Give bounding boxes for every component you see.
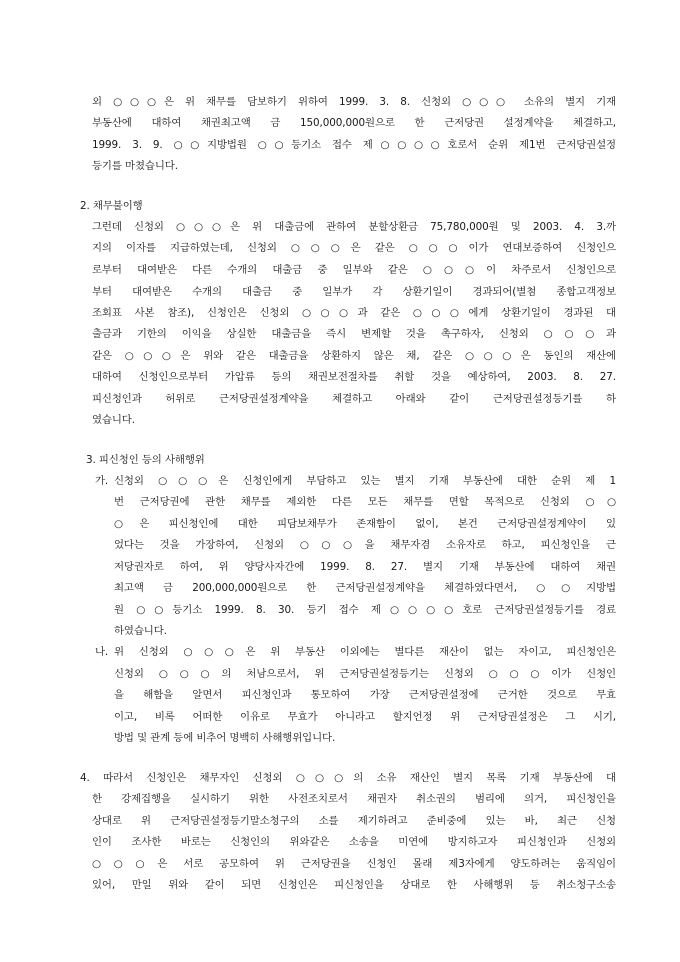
item-ga-line: 었다는 것을 가장하여, 신청외 ○○○을 채무자겸 소유자로 하고, 피신청인을 근 bbox=[114, 539, 616, 551]
section-2-line: 였습니다. bbox=[92, 414, 135, 426]
section-4-line: ○○○은 서로 공모하여 위 근저당권을 신청인 몰래 제3자에게 양도하려는 움직임이 bbox=[92, 858, 616, 870]
section-4-line: 인이 조사한 바로는 신청인의 위와같은 소송을 미연에 방지하고자 피신청인과 신청외 bbox=[92, 836, 616, 848]
item-na-line: 위 신청외 ○○○은 위 부동산 이외에는 별다른 재산이 없는 자이고, 피신청인은 bbox=[114, 646, 616, 658]
intro-line: 외 ○○○은 위 채무를 담보하기 위하여 1999. 3. 8. 신청외 ○○○ 소유의 별지 기재 bbox=[92, 96, 616, 108]
section-3-heading: 3. 피신청인 등의 사해행위 bbox=[86, 454, 205, 466]
item-ga-line: 하였습니다. bbox=[114, 625, 167, 637]
section-4-line: 있어, 만일 위와 같이 되면 신청인은 피신청인을 상대로 한 사해행위 등 취소청구소송 bbox=[92, 879, 616, 891]
item-ga-line: ○은 피신청인에 대한 피담보채무가 존재함이 없이, 본건 근저당권설정계약이 있 bbox=[114, 518, 616, 530]
intro-line: 1999. 3. 9. ○○지방법원 ○○등기소 접수 제○○○○호로서 순위 제1번 근저당권설정 bbox=[92, 139, 616, 151]
item-na-line: 을 해함을 알면서 피신청인과 통모하여 가장 근저당권설정에 근거한 것으로 무효 bbox=[114, 689, 616, 701]
item-marker: 가. bbox=[95, 475, 109, 487]
item-ga-line: 신청외 ○○○은 신청인에게 부담하고 있는 별지 기재 부동산에 대한 순위 제 1 bbox=[114, 475, 616, 487]
section-4-line: 한 강제집행을 실시하기 위한 사전조치로서 채권자 취소권의 범리에 의거, 피신청인을 bbox=[92, 793, 616, 805]
item-na-line: 이고, 비록 어떠한 이유로 무효가 아니라고 할지언정 위 근저당권설정은 그 시기, bbox=[114, 711, 616, 723]
item-ga-line: 최고액 금 200,000,000원으로 한 근저당권설정계약을 체결하였다면서, ○○지방법 bbox=[114, 582, 616, 594]
item-ga-line: 저당권자로 하여, 위 양당사자간에 1999. 8. 27. 별지 기재 부동산에 대하여 채권 bbox=[114, 561, 616, 573]
section-4-line: 상대로 위 근저당권설정등기말소청구의 소를 제기하려고 준비중에 있는 바, 최근 신청 bbox=[92, 815, 616, 827]
section-2-line: 로부터 대여받은 다른 수개의 대출금 중 일부와 같은 ○○○이 차주로서 신청인으로 bbox=[92, 264, 616, 276]
section-2-heading: 2. 채무불이행 bbox=[80, 200, 143, 212]
item-ga-line: 번 근저당권에 관한 채무를 제외한 다른 모든 채무를 면할 목적으로 신청외 ○○ bbox=[114, 496, 616, 508]
intro-line: 부동산에 대하여 채권최고액 금 150,000,000원으로 한 근저당권 설정계약을 체결하고, bbox=[92, 117, 616, 129]
item-na-line: 방법 및 관계 등에 비추어 명백히 사해행위입니다. bbox=[114, 732, 336, 744]
section-2-line: 피신청인과 허위로 근저당권설정계약을 체결하고 아래와 같이 근저당권설정등기를 하 bbox=[92, 393, 616, 405]
section-2-line: 지의 이자를 지급하였는데, 신청외 ○○○은 같은 ○○○이가 연대보증하여 신청인으 bbox=[92, 242, 616, 254]
intro-line: 등기를 마쳤습니다. bbox=[92, 160, 178, 172]
item-na-line: 신청외 ○○○의 처남으로서, 위 근저당권설정등기는 신청외 ○○○이가 신청인 bbox=[114, 668, 616, 680]
section-4-first-line: 4. 따라서 신청인은 채무자인 신청외 ○○○의 소유 재산인 별지 목록 기재 부동산에 대 bbox=[80, 772, 616, 784]
section-2-line: 그런데 신청외 ○○○은 위 대출금에 관하여 분할상환금 75,780,000원 및 2003. 4. 3.까 bbox=[92, 221, 616, 233]
section-2-line: 부터 대여받은 수개의 대출금 중 일부가 각 상환기일이 경과되어(별첨 종합고객정보 bbox=[92, 286, 616, 298]
item-ga-line: 원 ○○등기소 1999. 8. 30. 등기 접수 제○○○○호로 근저당권설정등기를 경료 bbox=[114, 604, 616, 616]
item-marker: 나. bbox=[95, 646, 109, 658]
section-2-line: 조회표 사본 참조), 신청인은 신청외 ○○○과 같은 ○○○에게 상환기일이 경과된 대 bbox=[92, 307, 616, 319]
section-2-line: 같은 ○○○은 위와 같은 대출금을 상환하지 않은 채, 같은 ○○○은 동인의 재산에 bbox=[92, 350, 616, 362]
section-2-line: 대하여 신청인으로부터 가압류 등의 채권보전절차를 취할 것을 예상하여, 2003. 8. 27. bbox=[92, 371, 616, 383]
section-2-line: 출금과 기한의 이익을 상실한 대출금을 즉시 변제할 것을 촉구하자, 신청외 ○○○과 bbox=[92, 328, 616, 340]
